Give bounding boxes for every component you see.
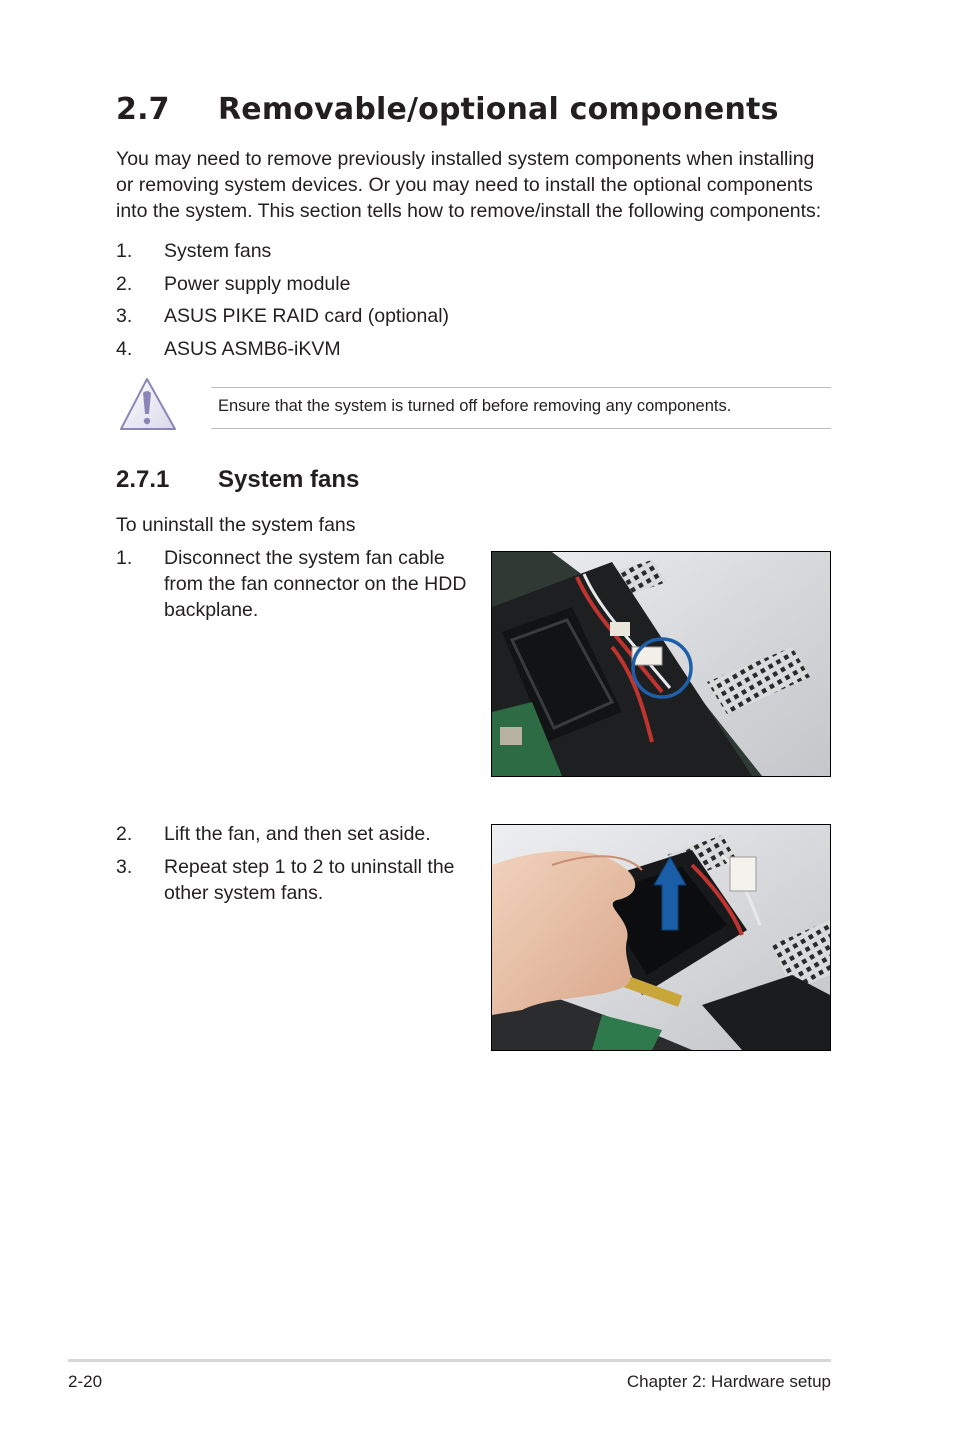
list-item [116,821,476,847]
list-item-text: Lift the fan, and then set aside. [164,823,431,845]
list-item-number: 3. [116,305,133,327]
list-item-number: 3. [116,856,133,878]
list-item-text: Repeat step 1 to 2 to uninstall the other system fans. [164,856,455,904]
note-box [211,387,831,429]
chapter-title: Chapter 2: Hardware setup [626,1372,831,1391]
components-list [116,238,449,368]
section-number: 2.7 [116,92,170,127]
list-item [116,238,449,271]
subsection-intro: To uninstall the system fans [116,514,356,536]
fan-lift-photo [491,824,831,1051]
list-item [116,545,476,623]
list-item-number: 1. [116,547,133,569]
section-title: Removable/optional components [218,92,779,127]
list-item-number: 2. [116,272,133,295]
page-number: 2-20 [68,1372,103,1391]
footer-rule [68,1359,831,1362]
subsection-heading [116,466,359,494]
steps-list [116,545,476,630]
subsection-title: System fans [218,466,360,493]
steps-list [116,821,476,913]
list-item-number: 2. [116,823,133,845]
list-item-text: Disconnect the system fan cable from the fan connector on the HDD backplane. [164,547,467,621]
subsection-number: 2.7.1 [116,466,170,493]
list-item-text: System fans [164,240,272,262]
note-text: Ensure that the system is turned off before removing any components. [218,397,732,415]
warning-icon [119,376,179,432]
list-item-number: 1. [116,240,133,262]
list-item-number: 4. [116,337,133,360]
list-item [116,271,449,304]
list-item-text: ASUS ASMB6-iKVM [164,337,341,360]
list-item [116,854,476,906]
list-item-text: Power supply module [164,272,351,295]
fan-connector-photo [491,551,831,777]
intro-paragraph: You may need to remove previously installed system components when installing or removing system devices. Or you may need to install the optional components into the system. This section tells how to remove/install the following components: [116,148,822,222]
list-item [116,336,449,369]
section-heading [116,92,779,127]
list-item-text: ASUS PIKE RAID card (optional) [164,305,450,327]
list-item [116,303,449,336]
